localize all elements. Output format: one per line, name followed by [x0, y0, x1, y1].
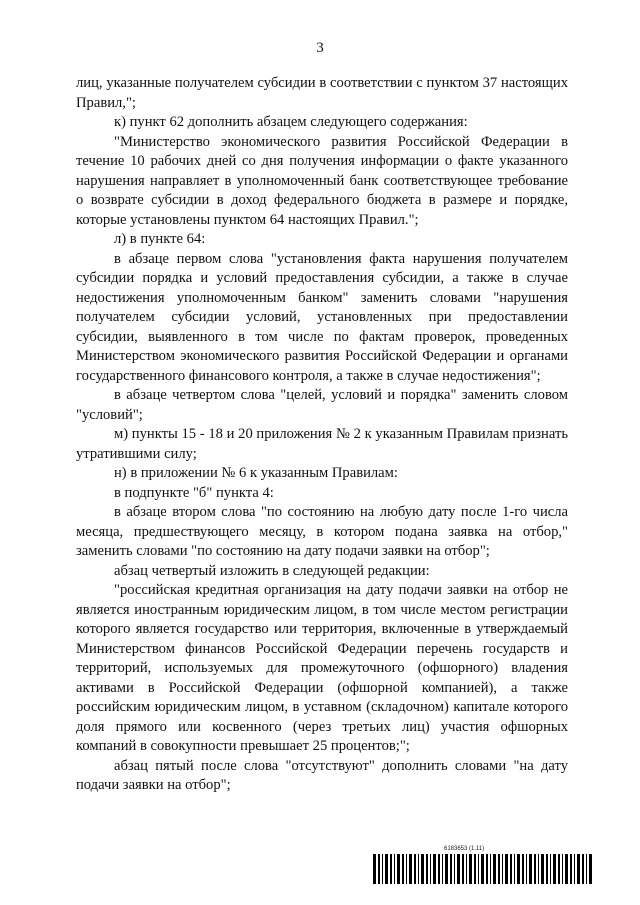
paragraph: "Министерство экономического развития Российской Федерации в течение 10 рабочих дней со дня получения информации о факте указанного нарушения направляет в уполномоченный банк соответствующее требование о возврате субсидии в доход федерального бюджета в размере и порядке, которые установлены пунктом 64 настоящих Правил."; — [76, 133, 568, 228]
page-number: 3 — [316, 40, 324, 56]
paragraph: м) пункты 15 - 18 и 20 приложения № 2 к указанным Правилам признать утратившими силу; — [76, 426, 568, 462]
paragraph: л) в пункте 64: — [114, 231, 206, 247]
paragraph: "российская кредитная организация на дату подачи заявки на отбор не является иностранным юридическим лицом, в том числе местом регистрации которого является государство или территория, включенные в утверждаемый Министерством финансов Российской Федерации перечень государств и территорий, используемых для промежуточного (офшорного) владения активами в Российской Федерации (офшорной компанией), а также российским юридическим лицом, в уставном (складочном) капитале которого доля прямого или косвенного (через третьих лиц) участия офшорных компаний в совокупности превышает 25 процентов;"; — [76, 582, 568, 754]
paragraph: н) в приложении № 6 к указанным Правилам: — [114, 465, 398, 481]
barcode-icon — [373, 854, 595, 884]
document-body — [76, 74, 568, 796]
paragraph: в абзаце четвертом слова "целей, условий и порядка" заменить словом "условий"; — [76, 387, 568, 423]
paragraph: в абзаце втором слова "по состоянию на любую дату после 1-го числа месяца, предшествующего месяцу, в котором подана заявка на отбор," заменить словами "по состоянию на дату подачи заявки на отбор"; — [76, 504, 568, 559]
paragraph: в подпункте "б" пункта 4: — [114, 484, 274, 501]
paragraph: в абзаце первом слова "установления факта нарушения получателем субсидии порядка и условий предоставления субсидии, а также в случае недостижения уполномоченным банком" заменить словами "нарушения получателем субсидии условий, установленных при предоставлении субсидии, выявленного в том числе по фактам проверок, проведенных Министерством экономического развития Российской Федерации и органами государственного финансового контроля, а также в случае недостижения"; — [76, 250, 568, 384]
paragraph: к) пункт 62 дополнить абзацем следующего содержания: — [114, 114, 468, 130]
barcode-code: 6183653 (1.11) — [444, 846, 485, 852]
paragraph: лиц, указанные получателем субсидии в соответствии с пунктом 37 настоящих Правил,"; — [76, 75, 568, 111]
paragraph: абзац пятый после слова "отсутствуют" дополнить словами "на дату подачи заявки на отбор"; — [76, 757, 568, 793]
paragraph: абзац четвертый изложить в следующей редакции: — [114, 562, 430, 579]
